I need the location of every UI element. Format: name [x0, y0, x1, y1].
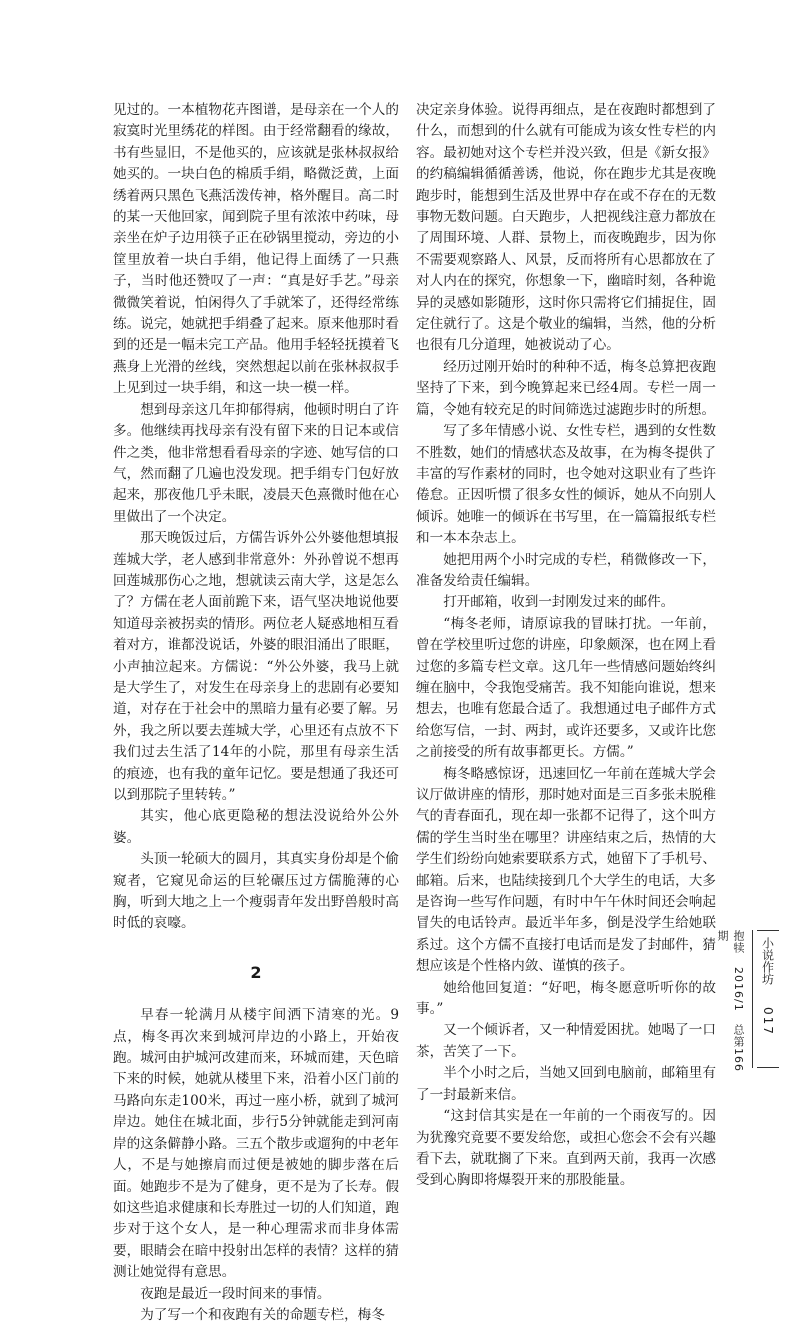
- issue-number: 2016/1: [732, 966, 745, 1012]
- paragraph: 梅冬略感惊讶，迅速回忆一年前在莲城大学会议厅做讲座的情形，那时她对面是三百多张未脱稚气的青春面孔，现在却一张都不记得了，这个叫方儒的学生当时坐在哪里？讲座结束之后，热情的大学生们纷纷向她索要联系方式，她留下了手机号、邮箱。后来，也陆续接到几个大学生的电话，大多是咨询一些写作问题，有时中午午休时间还会响起冒失的电话铃声。最近半年多，倒是没学生给她联系过。这个方儒不直接打电话而是发了封邮件，猜想应该是个性格内敛、谨慎的孩子。: [416, 765, 716, 975]
- paragraph: 经历过刚开始时的种种不适，梅冬总算把夜跑坚持了下来，到今晚算起来已经4周。专栏一周一篇，令她有较充足的时间筛选过滤跑步时的所想。: [416, 358, 716, 418]
- paragraph: 头顶一轮硕大的圆月，其真实身份却是个偷窥者，它窥见命运的巨轮碾压过方儒脆薄的心胸，听到大地之上一个瘦弱青年发出野兽般时高时低的哀嚎。: [113, 851, 399, 932]
- paragraph: 见过的。一本植物花卉图谱，是母亲在一个人的寂寞时光里绣花的样图。由于经常翻看的缘故，书有些显旧，不是他买的，应该就是张林叔叔给她买的。一块白色的棉质手绢，略微泛黄，上面绣着两只黑色飞燕活泼传神，格外醒目。高二时的某一天他回家，闻到院子里有浓浓中药味，母亲坐在炉子边用筷子正在砂锅里搅动，旁边的小筐里放着一块白手绢，他记得上面绣了一只燕子，当时他还赞叹了一声：“真是好手艺。”母亲微微笑着说，怕闲得久了手就笨了，还得经常练练。说完，她就把手绢叠了起来。原来他那时看到的还是一幅未完工产品。他用手轻轻抚摸着飞燕身上光滑的丝线，突然想起以前在张林叔叔手上见到过一块手绢，和这一块一模一样。: [113, 102, 399, 397]
- paragraph: 夜跑是最近一段时间来的事情。: [140, 1285, 331, 1302]
- paragraph: 打开邮箱，收到一封刚发过来的邮件。: [443, 594, 675, 611]
- paragraph: 写了多年情感小说、女性专栏，遇到的女性数不胜数，她们的情感状态及故事，在为梅冬提供了丰富的写作素材的同时，也令她对这职业有了些许倦怠。正因听惯了很多女性的倾诉，她从不向别人倾诉。她唯一的倾诉在书写里，在一篇篇报纸专栏和一本本杂志上。: [416, 423, 716, 547]
- paragraph: 那天晚饭过后，方儒告诉外公外婆他想填报莲城大学，老人感到非常意外：外孙曾说不想再回莲城那伤心之地，想就读云南大学，这是怎么了？方儒在老人面前跪下来，语气坚决地说他要知道母亲被拐卖的情形。两位老人疑惑地相互看着对方，谁都没说话，外婆的眼泪涌出了眼眶，小声抽泣起来。方儒说：“外公外婆，我马上就是大学生了，对发生在母亲身上的悲剧有必要知道，对存在于社会中的黑暗力量有必要了解。另外，我之所以要去莲城大学，心里还有点放不下我们过去生活了14年的小院，那里有母亲生活的痕迹，也有我的童年记忆。要是想通了我还可以到那院子里转转。”: [113, 530, 399, 803]
- divider: [752, 930, 753, 1068]
- paragraph: 她把用两个小时完成的专栏，稍微修改一下，准备发给责任编辑。: [416, 551, 716, 589]
- paragraph: 决定亲身体验。说得再细点，是在夜跑时都想到了什么，而想到的什么就有可能成为该女性专栏的内容。最初她对这个专栏并没兴致，但是《新女报》的约稿编辑循循善诱，他说，你在跑步尤其是夜晚跑步时，能想到生活及世界中存在或不存在的无数事物无数问题。白天跑步，人把视线注意力都放在了周围环境、人群、景物上，而夜晚跑步，因为你不需要观察路人、风景，反而将所有心思都放在了对人内在的探究，你想象一下，幽暗时刻，各种诡异的灵感如影随形，这时你只需将它们捕捉住，固定住就行了。这是个敬业的编辑，当然，他的分析也很有几分道理，她被说动了心。: [416, 102, 716, 354]
- total-issue: 总第166期: [716, 930, 745, 1072]
- paragraph: 早春一轮满月从楼宇间洒下清寒的光。9点，梅冬再次来到城河岸边的小路上，开始夜跑。城河由护城河改建而来，环城而建，天色暗下来的时候，她就从楼里下来，沿着小区门前的马路向东走100米，再过一座小桥，就到了城河岸边。她住在城北面，步行5分钟就能走到河南岸的这条僻静小路。三五个散步或遛狗的中老年人，不是与她擦肩而过便是被她的脚步落在后面。她跑步不是为了健身，更不是为了长寿。假如这些追求健康和长寿胜过一切的人们知道，跑步对于这个女人，是一种心理需求而非身体需要，眼睛会在暗中投射出怎样的表情？这样的猜测让她觉得有意思。: [113, 1007, 399, 1281]
- left-column: [113, 100, 399, 1326]
- paragraph: 其实，他心底更隐秘的想法没说给外公外婆。: [113, 808, 399, 846]
- paragraph: 又一个倾诉者，又一种情爱困扰。她喝了一口茶，苦笑了一下。: [416, 1022, 716, 1060]
- paragraph: “梅冬老师，请原谅我的冒昧打扰。一年前，曾在学校里听过您的讲座，印象颇深，也在网上看过您的多篇专栏文章。这几年一些情感问题始终纠缠在脑中，令我饱受痛苦。我不知能向谁说，想来想去，也唯有您最合适了。我想通过电子邮件方式给您写信，一封、两封，或许还要多，又或许比您之前接受的所有故事都更长。方儒。”: [416, 615, 716, 761]
- paragraph: 她给他回复道：“好吧，梅冬愿意听听你的故事。”: [416, 979, 716, 1018]
- column-tab: [757, 930, 779, 1068]
- journal-meta: [716, 930, 746, 1078]
- journal-name: 抱犊: [732, 930, 745, 954]
- section-number: 2: [250, 962, 262, 982]
- paragraph: 半个小时之后，当她又回到电脑前，邮箱里有了一封最新来信。: [416, 1065, 716, 1103]
- right-column: [416, 100, 716, 1192]
- page-number: 017: [761, 1007, 775, 1036]
- paragraph: “这封信其实是在一年前的一个雨夜写的。因为犹豫究竟要不要发给您，或担心您会不会有兴趣看下去，就耽搁了下来。直到两天前，我再一次感受到心胸即将爆裂开来的那股能量。: [416, 1108, 716, 1189]
- column-name: 小说作坊: [760, 937, 775, 985]
- paragraph: 想到母亲这几年抑郁得病，他顿时明白了许多。他继续再找母亲有没有留下来的日记本或信件之类，他非常想看看母亲的字迹、她写信的口气，然而翻了几遍也没发现。把手绢专门包好放起来，那夜他几乎未眠，凌晨天色熹微时他在心里做出了一个决定。: [113, 401, 399, 525]
- paragraph: 为了写一个和夜跑有关的命题专栏，梅冬: [140, 1306, 385, 1323]
